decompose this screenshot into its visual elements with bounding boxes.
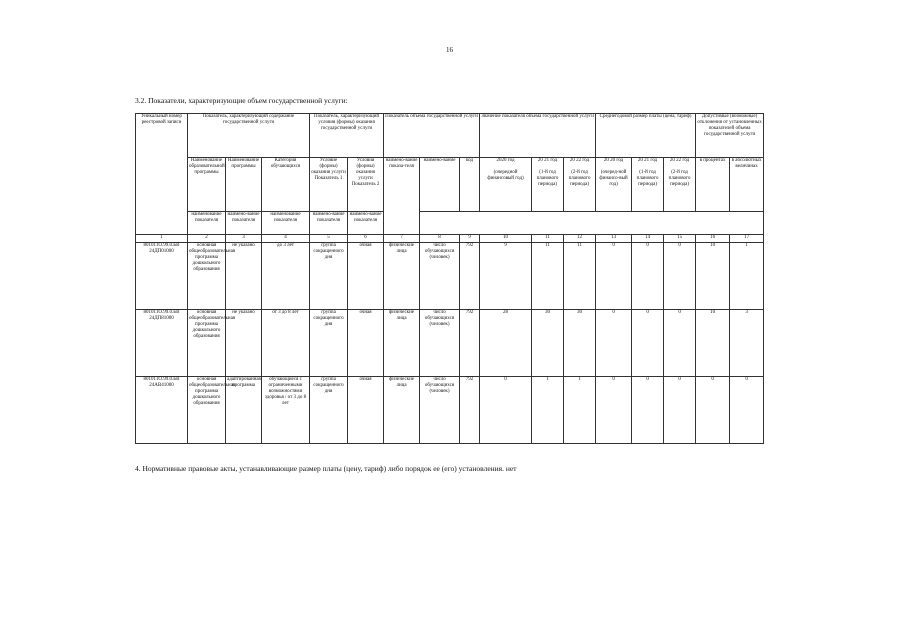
header-value-2021: 20 21 год (1-й год планового периода) [532, 157, 564, 211]
volume-indicators-table [135, 113, 764, 444]
cell-cond2: очная [348, 377, 384, 444]
cell-code: 792 [460, 243, 480, 310]
cell-cond1: группа сокращенного дня [310, 310, 348, 377]
cell-v2020: 0 [480, 377, 532, 444]
cell-category: до 3 лет [262, 243, 310, 310]
cell-p2022: 0 [664, 310, 696, 377]
col-num: 14 [632, 235, 664, 243]
header-row-3 [136, 212, 764, 235]
col-num: 16 [696, 235, 730, 243]
header-volume-group: Показатель объема государственной услуги [384, 114, 480, 158]
cell-p2022: 0 [664, 243, 696, 310]
cell-dev-abs: 3 [730, 310, 764, 377]
header-unit-code: код [460, 157, 480, 211]
cell-dev-pct: 10 [696, 243, 730, 310]
section-heading: 3.2. Показатели, характеризующие объем государственной услуги: [135, 96, 348, 105]
col-num: 1 [136, 235, 188, 243]
cell-unit: число обучающихся (человек) [420, 243, 460, 310]
cell-program-name: адаптированная программа [226, 377, 262, 444]
cell-dev-abs: 1 [730, 243, 764, 310]
header-content1-name: Наименование образовательной программы [188, 157, 226, 211]
col-num: 7 [384, 235, 420, 243]
cell-dev-abs: 0 [730, 377, 764, 444]
cell-indicator: физические лица [384, 310, 420, 377]
cell-v2021: 11 [532, 243, 564, 310]
cell-cond1: группа сокращенного дня [310, 377, 348, 444]
col-num: 17 [730, 235, 764, 243]
footer-text: 4. Нормативные правовые акты, устанавливающие размер платы (цену, тариф) либо порядок ее (его) установления. нет [135, 464, 517, 473]
table-row [136, 243, 764, 310]
header-name-label: наименование показателя [188, 212, 226, 235]
header-row-2 [136, 157, 764, 211]
col-num: 4 [262, 235, 310, 243]
header-value-group: Значение показателя объема государственной услуги [480, 114, 596, 158]
header-name-label3: наименование показателя [262, 212, 310, 235]
page-number: 16 [446, 46, 453, 54]
col-num: 6 [348, 235, 384, 243]
header-value-2020: 2020 год (очередной финансовый год) [480, 157, 532, 211]
cell-cond2: очная [348, 243, 384, 310]
cell-dev-pct: 10 [696, 310, 730, 377]
col-num: 9 [460, 235, 480, 243]
header-name-label5: наимено-вание показателя [348, 212, 384, 235]
header-price-group: Среднегодовой размер платы (цена, тариф) [596, 114, 696, 158]
col-num: 10 [480, 235, 532, 243]
header-row-1 [136, 114, 764, 158]
header-dev-absolute: в абсолютных величинах [730, 157, 764, 211]
header-name-label4: наимено-вание показателя [310, 212, 348, 235]
cell-v2021: 30 [532, 310, 564, 377]
table-row [136, 377, 764, 444]
cell-p2021: 0 [632, 377, 664, 444]
cell-p2022: 0 [664, 377, 696, 444]
header-conditions-group: Показатель, характеризующий условия (формы) оказания государственной услуги [310, 114, 384, 158]
cell-p2020: 0 [596, 310, 632, 377]
cell-v2020: 9 [480, 243, 532, 310]
col-num: 8 [420, 235, 460, 243]
header-volume-name: наимено-вание показа-теля [384, 157, 420, 234]
header-price-2020: 20 20 год (очеред-ной финансо-вый год) [596, 157, 632, 211]
col-num: 11 [532, 235, 564, 243]
cell-dev-pct: 0 [696, 377, 730, 444]
header-deviation-group: Допустимые (возможные) отклонения от установленных показателей объема государственной услуги [696, 114, 764, 158]
header-name-label2: наимено-вание показателя [226, 212, 262, 235]
cell-indicator: физические лица [384, 377, 420, 444]
column-number-row [136, 235, 764, 243]
cell-code: 792 [460, 310, 480, 377]
cell-v2022: 11 [564, 243, 596, 310]
col-num: 13 [596, 235, 632, 243]
cell-unit: число обучающихся (человек) [420, 310, 460, 377]
header-dev-percent: в процентах [696, 157, 730, 211]
cell-program-name: не указано [226, 310, 262, 377]
cell-program: основная общеобразовательная программа дошкольного образования [188, 310, 226, 377]
col-num: 15 [664, 235, 696, 243]
header-price-2021: 20 21 год (1-й год планового периода) [632, 157, 664, 211]
cell-category: от 3 до 8 лет [262, 310, 310, 377]
cell-p2020: 0 [596, 243, 632, 310]
cell-p2020: 0 [596, 377, 632, 444]
cell-v2020: 28 [480, 310, 532, 377]
header-cond2-name: Условия (формы) оказания услуги Показатель 2 [348, 157, 384, 211]
col-num: 12 [564, 235, 596, 243]
header-content2-name: Наименование программы [226, 157, 262, 211]
cell-code: 792 [460, 377, 480, 444]
col-num: 2 [188, 235, 226, 243]
cell-program: основная общеобразовательная программа дошкольного образования [188, 243, 226, 310]
header-content-group: Показатель, характеризующий содержание государственной услуги [188, 114, 310, 158]
cell-program: основная общеобразовательная программа дошкольного образования [188, 377, 226, 444]
col-num: 3 [226, 235, 262, 243]
cell-record: 801011О.99.0.БВ 24ДП01000 [136, 243, 188, 310]
header-blank [420, 212, 764, 235]
cell-program-name: не указано [226, 243, 262, 310]
cell-p2021: 0 [632, 310, 664, 377]
cell-v2021: 1 [532, 377, 564, 444]
table-row [136, 310, 764, 377]
header-cond1-name: Условие (формы) оказания услуги Показатель 1 [310, 157, 348, 211]
cell-p2021: 0 [632, 243, 664, 310]
header-price-2022: 20 22 год (2-й год планового периода) [664, 157, 696, 211]
cell-record: 801011О.99.0.БВ 24АВ41000 [136, 377, 188, 444]
cell-cond2: очная [348, 310, 384, 377]
cell-v2022: 30 [564, 310, 596, 377]
cell-category: обучающиеся с ограниченными возможностями здоровья / от 3 до 8 лет [262, 377, 310, 444]
cell-v2022: 1 [564, 377, 596, 444]
header-content3-name: Категория обучающихся [262, 157, 310, 211]
header-record-number: Уникальный номер реестровой записи [136, 114, 188, 235]
cell-indicator: физические лица [384, 243, 420, 310]
cell-record: 801011О.99.0.БВ 24ДП81000 [136, 310, 188, 377]
header-unit-name: наимено-вание [420, 157, 460, 211]
header-value-2022: 20 22 год (2-й год планового периода) [564, 157, 596, 211]
cell-cond1: группа сокращенного дня [310, 243, 348, 310]
col-num: 5 [310, 235, 348, 243]
cell-unit: число обучающихся (человек) [420, 377, 460, 444]
